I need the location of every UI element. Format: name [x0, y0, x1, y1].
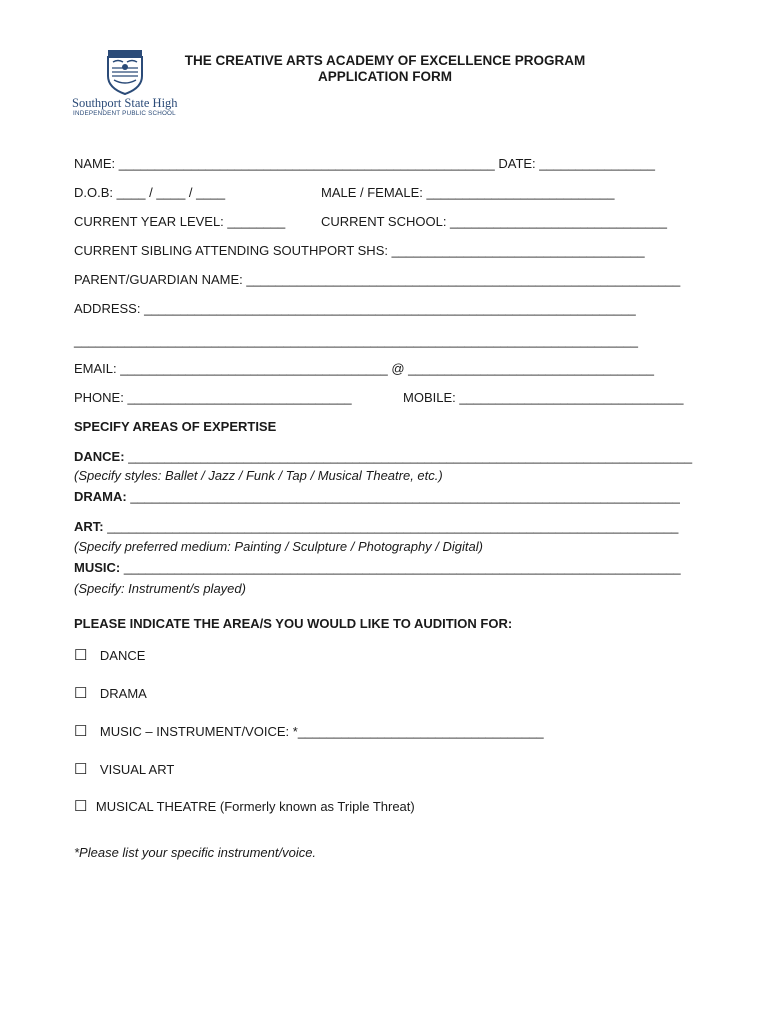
guardian-name-field[interactable]: PARENT/GUARDIAN NAME: ____________________________________________________________ — [74, 272, 681, 287]
music-note: (Specify: Instrument/s played) — [74, 581, 246, 596]
art-row[interactable] — [74, 519, 678, 535]
dance-row[interactable] — [74, 449, 692, 465]
art-label: ART: — [74, 519, 104, 534]
name-date-field[interactable]: NAME: ____________________________________________________ DATE: ________________ — [74, 156, 655, 171]
checkbox-icon[interactable]: ☐ — [74, 761, 88, 778]
form-subtitle: APPLICATION FORM — [318, 69, 452, 84]
checkbox-icon[interactable]: ☐ — [74, 647, 88, 664]
art-input-line[interactable]: _______________________________________________________________________________ — [107, 519, 679, 534]
drama-label: DRAMA: — [74, 489, 127, 504]
audition-option-label: DRAMA — [99, 686, 147, 701]
gender-field[interactable]: MALE / FEMALE: __________________________ — [321, 185, 615, 200]
music-row[interactable] — [74, 560, 681, 576]
audition-option-music[interactable] — [74, 723, 544, 741]
school-subtitle: INDEPENDENT PUBLIC SCHOOL — [73, 110, 176, 117]
checkbox-icon[interactable]: ☐ — [74, 723, 88, 740]
form-title: THE CREATIVE ARTS ACADEMY OF EXCELLENCE PROGRAM — [184, 53, 586, 68]
dance-label: DANCE: — [74, 449, 125, 464]
sibling-field[interactable]: CURRENT SIBLING ATTENDING SOUTHPORT SHS: ___________________________________ — [74, 243, 645, 258]
audition-option-label: VISUAL ART — [99, 762, 175, 777]
dob-field[interactable]: D.O.B: ____ / ____ / ____ — [74, 185, 226, 200]
audition-option-label: MUSIC – INSTRUMENT/VOICE: *__________________________________ — [99, 724, 544, 739]
dance-note: (Specify styles: Ballet / Jazz / Funk / Tap / Musical Theatre, etc.) — [74, 468, 443, 483]
audition-heading: PLEASE INDICATE THE AREA/S YOU WOULD LIKE TO AUDITION FOR: — [74, 616, 513, 631]
audition-option-label: MUSICAL THEATRE (Formerly known as Triple Threat) — [95, 799, 415, 814]
audition-option-visual-art[interactable] — [74, 761, 174, 779]
drama-row[interactable] — [74, 489, 680, 505]
school-crest-icon — [104, 48, 146, 96]
checkbox-icon[interactable]: ☐ — [74, 798, 88, 815]
art-note: (Specify preferred medium: Painting / Sculpture / Photography / Digital) — [74, 539, 483, 554]
phone-field[interactable]: PHONE: _______________________________ — [74, 390, 352, 405]
music-label: MUSIC: — [74, 560, 121, 575]
year-level-field[interactable]: CURRENT YEAR LEVEL: ________ — [74, 214, 286, 229]
mobile-field[interactable]: MOBILE: _______________________________ — [403, 390, 684, 405]
school-name: Southport State High — [72, 96, 178, 110]
address-line-2-field[interactable]: ______________________________________________________________________________ — [74, 333, 638, 348]
current-school-field[interactable]: CURRENT SCHOOL: ______________________________ — [321, 214, 667, 229]
audition-option-dance[interactable] — [74, 647, 145, 665]
checkbox-icon[interactable]: ☐ — [74, 685, 88, 702]
audition-option-label: DANCE — [99, 648, 146, 663]
address-field[interactable]: ADDRESS: ____________________________________________________________________ — [74, 301, 636, 316]
email-field[interactable]: EMAIL: _____________________________________ @ __________________________________ — [74, 361, 654, 376]
music-input-line[interactable]: _____________________________________________________________________________ — [123, 560, 681, 575]
audition-option-musical-theatre[interactable] — [74, 798, 415, 816]
dance-input-line[interactable]: ______________________________________________________________________________ — [128, 449, 693, 464]
expertise-heading: SPECIFY AREAS OF EXPERTISE — [74, 419, 277, 434]
drama-input-line[interactable]: ____________________________________________________________________________ — [130, 489, 680, 504]
audition-option-drama[interactable] — [74, 685, 147, 703]
footnote: *Please list your specific instrument/voice. — [74, 845, 317, 860]
